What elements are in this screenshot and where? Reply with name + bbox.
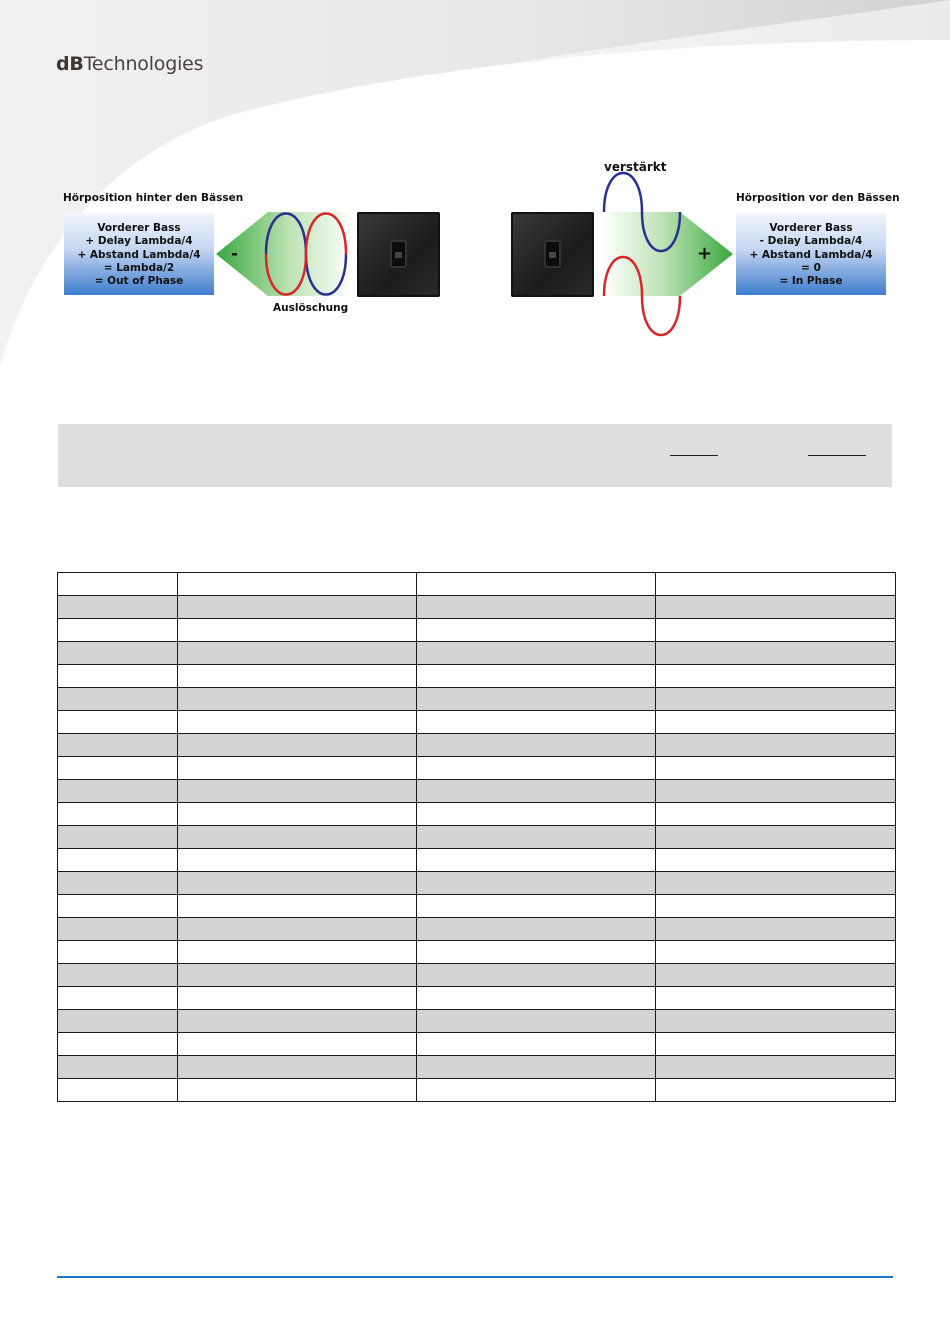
table-row — [58, 757, 896, 780]
table-cell — [178, 596, 417, 619]
table-cell — [656, 872, 896, 895]
left-position-caption: Hörposition hinter den Bässen — [63, 192, 244, 204]
table-cell — [656, 1033, 896, 1056]
table-cell — [178, 642, 417, 665]
table-row — [58, 941, 896, 964]
table-row — [58, 826, 896, 849]
table-row — [58, 688, 896, 711]
table-cell — [58, 688, 178, 711]
table-cell — [178, 826, 417, 849]
table-cell — [178, 895, 417, 918]
table-cell — [178, 964, 417, 987]
speaker-image-left — [357, 212, 440, 297]
table-row — [58, 987, 896, 1010]
table-cell — [656, 734, 896, 757]
table-cell — [58, 895, 178, 918]
table-cell — [178, 1056, 417, 1079]
table-cell — [58, 1033, 178, 1056]
table-cell — [656, 688, 896, 711]
table-cell — [58, 826, 178, 849]
table-row — [58, 711, 896, 734]
table-cell — [417, 1079, 656, 1102]
underline-mark — [808, 455, 866, 456]
brand-logo: dBTechnologies — [56, 53, 204, 75]
table-cell — [178, 665, 417, 688]
table-row — [58, 573, 896, 596]
table-cell — [417, 619, 656, 642]
info-line: = 0 — [801, 261, 821, 274]
table-row — [58, 803, 896, 826]
table-cell — [178, 711, 417, 734]
table-cell — [58, 1056, 178, 1079]
table-cell — [656, 849, 896, 872]
table-cell — [58, 941, 178, 964]
table-row — [58, 619, 896, 642]
table-cell — [417, 872, 656, 895]
table-cell — [58, 964, 178, 987]
table-cell — [178, 734, 417, 757]
info-line: + Abstand Lambda/4 — [77, 248, 201, 261]
table-cell — [417, 688, 656, 711]
plus-sign: + — [697, 243, 713, 264]
table-cell — [58, 1010, 178, 1033]
info-line: - Delay Lambda/4 — [759, 235, 863, 248]
table-cell — [58, 918, 178, 941]
table-row — [58, 1079, 896, 1102]
table-cell — [417, 1010, 656, 1033]
table-cell — [417, 665, 656, 688]
table-cell — [58, 1079, 178, 1102]
table-cell — [417, 941, 656, 964]
table-cell — [58, 872, 178, 895]
table-row — [58, 1033, 896, 1056]
table-cell — [178, 941, 417, 964]
table-cell — [58, 619, 178, 642]
table-cell — [417, 987, 656, 1010]
table-row — [58, 596, 896, 619]
table-cell — [417, 711, 656, 734]
table-cell — [656, 596, 896, 619]
table-cell — [656, 918, 896, 941]
table-cell — [417, 964, 656, 987]
table-cell — [417, 826, 656, 849]
table-cell — [656, 1079, 896, 1102]
table-row — [58, 734, 896, 757]
info-line: Vorderer Bass — [97, 222, 181, 234]
table-cell — [417, 780, 656, 803]
table-cell — [58, 573, 178, 596]
table-row — [58, 780, 896, 803]
gray-note-bar — [58, 424, 892, 487]
table-row — [58, 665, 896, 688]
table-cell — [178, 688, 417, 711]
table-cell — [58, 803, 178, 826]
table-cell — [178, 849, 417, 872]
table-cell — [656, 711, 896, 734]
info-line: = Lambda/2 — [103, 261, 175, 274]
table-cell — [178, 619, 417, 642]
table-cell — [58, 757, 178, 780]
table-cell — [656, 941, 896, 964]
table-cell — [178, 803, 417, 826]
info-line: = Out of Phase — [94, 275, 184, 288]
cancellation-label: Auslöschung — [273, 302, 349, 314]
table-row — [58, 895, 896, 918]
table-cell — [656, 573, 896, 596]
right-green-arrow — [603, 212, 733, 296]
table-cell — [178, 918, 417, 941]
table-cell — [178, 780, 417, 803]
table-cell — [656, 642, 896, 665]
reinforced-label: verstärkt — [604, 160, 667, 174]
table-cell — [417, 1033, 656, 1056]
settings-table — [57, 572, 896, 1102]
table-row — [58, 1056, 896, 1079]
table-cell — [178, 872, 417, 895]
table-cell — [656, 826, 896, 849]
table-cell — [58, 596, 178, 619]
table-row — [58, 872, 896, 895]
info-line: = In Phase — [779, 275, 843, 288]
table-cell — [656, 964, 896, 987]
table-cell — [656, 665, 896, 688]
table-cell — [656, 987, 896, 1010]
info-line: + Delay Lambda/4 — [85, 235, 193, 248]
table-row — [58, 849, 896, 872]
table-cell — [417, 757, 656, 780]
table-cell — [178, 1079, 417, 1102]
table-cell — [178, 987, 417, 1010]
right-position-caption: Hörposition vor den Bässen — [736, 192, 900, 204]
table-row — [58, 642, 896, 665]
table-row — [58, 918, 896, 941]
table-cell — [58, 734, 178, 757]
table-cell — [417, 734, 656, 757]
underline-mark — [670, 455, 718, 456]
table-row — [58, 964, 896, 987]
table-cell — [656, 803, 896, 826]
table-cell — [58, 665, 178, 688]
table-cell — [417, 573, 656, 596]
table-cell — [58, 987, 178, 1010]
footer-rule — [57, 1276, 893, 1278]
table-cell — [178, 1010, 417, 1033]
info-line: Vorderer Bass — [769, 222, 853, 234]
table-cell — [417, 596, 656, 619]
minus-sign: - — [231, 244, 239, 264]
table-cell — [656, 619, 896, 642]
table-cell — [58, 642, 178, 665]
info-line: + Abstand Lambda/4 — [749, 248, 873, 261]
table-cell — [417, 1056, 656, 1079]
table-cell — [178, 573, 417, 596]
table-cell — [656, 1056, 896, 1079]
table-cell — [58, 849, 178, 872]
table-cell — [656, 757, 896, 780]
table-cell — [656, 780, 896, 803]
table-cell — [178, 757, 417, 780]
speaker-image-right — [511, 212, 594, 297]
table-cell — [417, 918, 656, 941]
phase-diagram — [0, 0, 950, 380]
table-cell — [58, 780, 178, 803]
table-cell — [417, 849, 656, 872]
table-cell — [656, 1010, 896, 1033]
table-cell — [178, 1033, 417, 1056]
table-cell — [58, 711, 178, 734]
table-row — [58, 1010, 896, 1033]
table-cell — [656, 895, 896, 918]
table-cell — [417, 803, 656, 826]
table-cell — [417, 895, 656, 918]
table-cell — [417, 642, 656, 665]
